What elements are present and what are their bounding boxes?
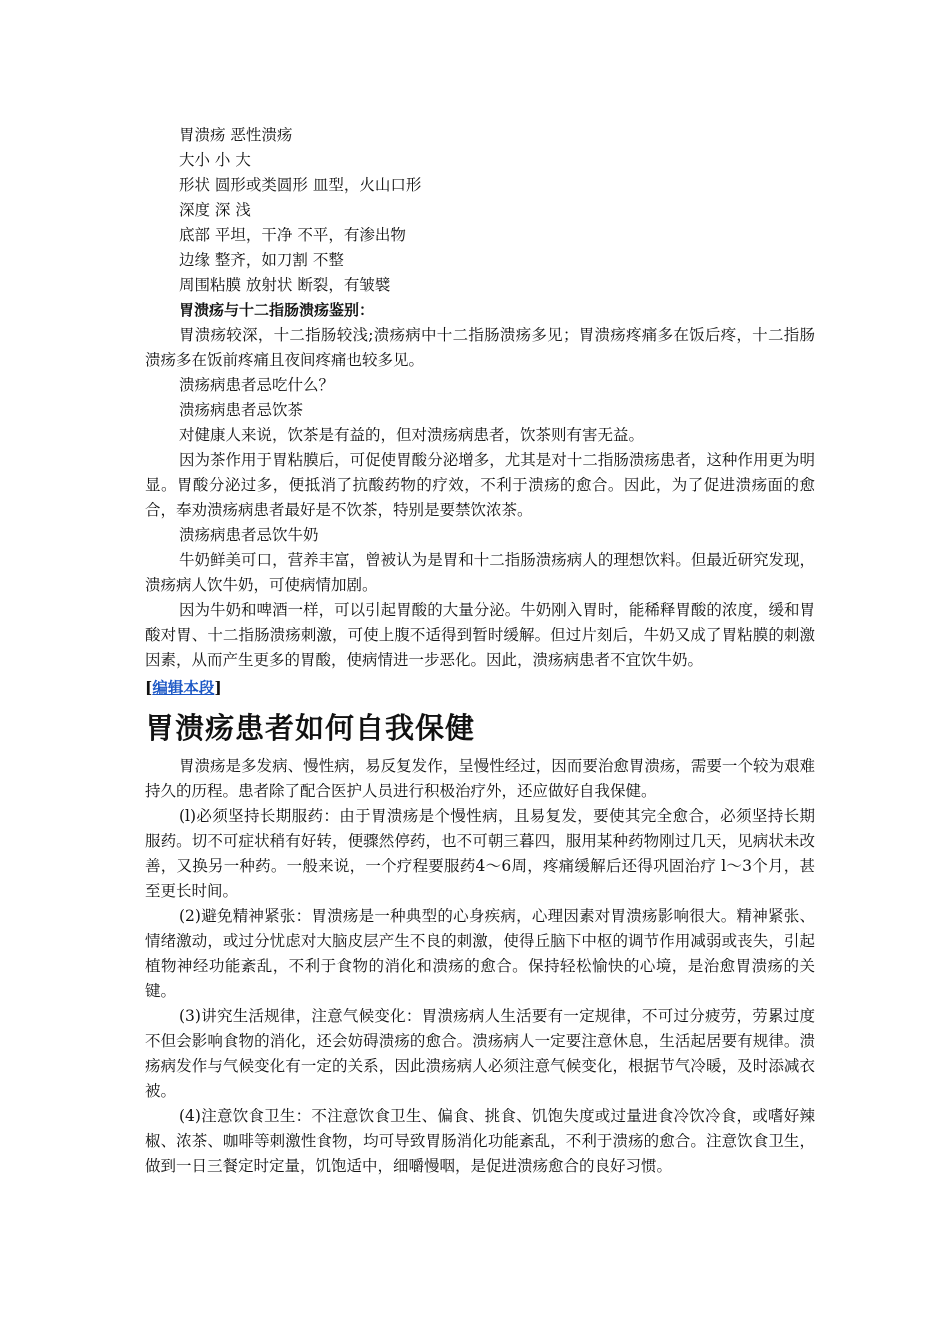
edit-bracket-close: ] [214,678,222,697]
milk-paragraph-2: 因为牛奶和啤酒一样，可以引起胃酸的大量分泌。牛奶刚入胃时，能稀释胃酸的浓度，缓和胃酸对胃、十二指肠溃疡刺激，可使上腹不适得到暂时缓解。但过片刻后，牛奶又成了胃粘膜的刺激因素，从而产生更多的胃酸，使病情进一步恶化。因此，溃疡病患者不宜饮牛奶。 [145,601,815,669]
comparison-row-depth: 深度 深 浅 [179,201,251,219]
edit-section-link[interactable]: 编辑本段 [152,678,215,697]
comparison-row-base: 底部 平坦，干净 不平，有渗出物 [179,226,406,244]
tea-paragraph-1: 对健康人来说，饮茶是有益的，但对溃疡病患者，饮茶则有害无益。 [179,426,645,444]
care-item-2: (2)避免精神紧张：胃溃疡是一种典型的心身疾病，心理因素对胃溃疡影响很大。精神紧张、情绪激动，或过分忧虑对大脑皮层产生不良的刺激，使得丘脑下中枢的调节作用减弱或丧失，引起植物神经功能紊乱，不利于食物的消化和溃疡的愈合。保持轻松愉快的心境，是治愈胃溃疡的关键。 [145,907,815,1000]
edit-section-line [145,675,815,700]
comparison-row-edge: 边缘 整齐，如刀割 不整 [179,251,344,269]
milk-paragraph-1: 牛奶鲜美可口，营养丰富，曾被认为是胃和十二指肠溃疡病人的理想饮料。但最近研究发现，溃疡病人饮牛奶，可使病情加剧。 [145,551,815,594]
duodenal-text: 胃溃疡较深，十二指肠较浅;溃疡病中十二指肠溃疡多见；胃溃疡疼痛多在饭后疼，十二指肠溃疡多在饭前疼痛且夜间疼痛也较多见。 [145,326,815,369]
comparison-row-shape: 形状 圆形或类圆形 皿型，火山口形 [179,176,422,194]
diet-question: 溃疡病患者忌吃什么？ [179,376,335,394]
care-item-1: (l)必须坚持长期服药：由于胃溃疡是个慢性病，且易复发，要使其完全愈合，必须坚持长期服药。切不可症状稍有好转，便骤然停药，也不可朝三暮四，服用某种药物刚过几天，见病状未改善，又换另一种药。一般来说，一个疗程要服药4～6周，疼痛缓解后还得巩固治疗 l～3个月，甚至更长时间。 [145,807,815,900]
tea-heading: 溃疡病患者忌饮茶 [179,401,304,419]
care-item-3: (3)讲究生活规律，注意气候变化：胃溃疡病人生活要有一定规律，不可过分疲劳，劳累过度不但会影响食物的消化，还会妨碍溃疡的愈合。溃疡病人一定要注意休息，生活起居要有规律。溃疡病发作与气候变化有一定的关系，因此溃疡病人必须注意气候变化，根据节气冷暖，及时添减衣被。 [145,1007,815,1100]
section-title: 胃溃疡患者如何自我保健 [145,711,476,745]
edit-bracket-open: [ [145,678,153,697]
tea-paragraph-2: 因为茶作用于胃粘膜后，可促使胃酸分泌增多，尤其是对十二指肠溃疡患者，这种作用更为明显。胃酸分泌过多，便抵消了抗酸药物的疗效，不利于溃疡的愈合。因此，为了促进溃疡面的愈合，奉劝溃疡病患者最好是不饮茶，特别是要禁饮浓茶。 [145,451,815,519]
comparison-row-mucosa: 周围粘膜 放射状 断裂，有皱襞 [179,276,391,294]
comparison-row-size: 大小 小 大 [179,151,251,169]
care-intro: 胃溃疡是多发病、慢性病，易反复发作，呈慢性经过，因而要治愈胃溃疡，需要一个较为艰难持久的历程。患者除了配合医护人员进行积极治疗外，还应做好自我保健。 [145,757,815,800]
care-item-4: (4)注意饮食卫生：不注意饮食卫生、偏食、挑食、饥饱失度或过量进食冷饮冷食，或嗜好辣椒、浓茶、咖啡等刺激性食物，均可导致胃肠消化功能紊乱，不利于溃疡的愈合。注意饮食卫生，做到一日三餐定时定量，饥饱适中，细嚼慢咽，是促进溃疡愈合的良好习惯。 [145,1107,815,1175]
milk-heading: 溃疡病患者忌饮牛奶 [179,526,319,544]
document-content [145,123,815,1179]
duodenal-heading: 胃溃疡与十二指肠溃疡鉴别： [179,301,375,319]
comparison-row-header: 胃溃疡 恶性溃疡 [179,126,293,144]
